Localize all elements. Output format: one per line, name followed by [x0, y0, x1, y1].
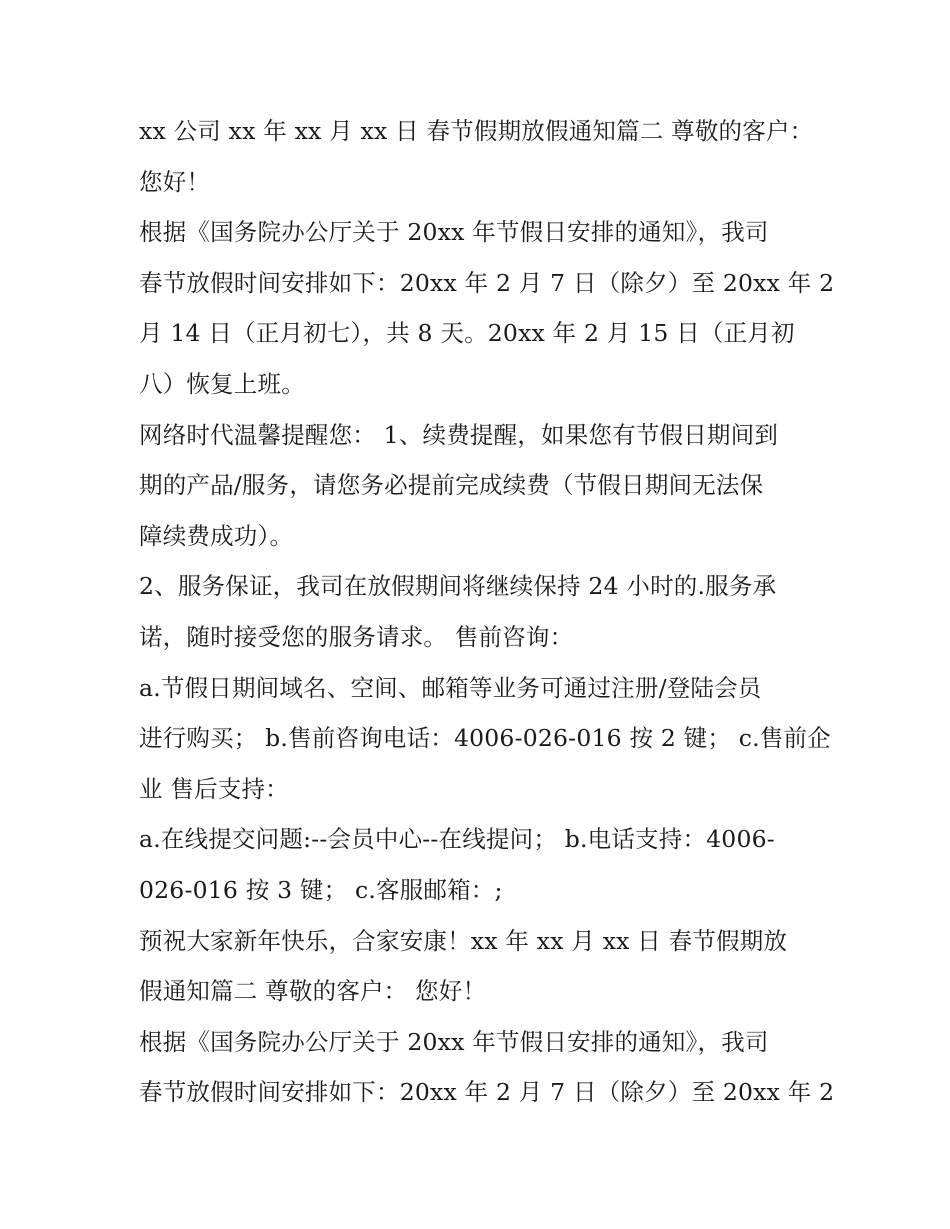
text-line: 预祝大家新年快乐，合家安康！xx 年 xx 月 xx 日 春节假期放 — [139, 926, 788, 955]
text-line: 根据《国务院办公厅关于 20xx 年节假日安排的通知》，我司 — [139, 1027, 769, 1056]
text-line: 假通知篇二 尊敬的客户： 您好！ — [139, 977, 487, 1006]
text-line: 春节放假时间安排如下：20xx 年 2 月 7 日（除夕）至 20xx 年 2 — [139, 268, 835, 297]
text-line: 026-016 按 3 键； c.客服邮箱：; — [139, 875, 503, 904]
text-line: 八）恢复上班。 — [139, 369, 305, 398]
text-line: 月 14 日（正月初七），共 8 天。20xx 年 2 月 15 日（正月初 — [139, 319, 795, 348]
text-line: 根据《国务院办公厅关于 20xx 年节假日安排的通知》，我司 — [139, 218, 769, 247]
text-line: xx 公司 xx 年 xx 月 xx 日 春节假期放假通知篇二 尊敬的客户： — [139, 117, 814, 145]
text-line: 网络时代温馨提醒您： 1、续费提醒，如果您有节假日期间到 — [139, 420, 779, 449]
text-line: 2、服务保证，我司在放假期间将继续保持 24 小时的.服务承 — [139, 572, 777, 601]
text-line: 业 售后支持： — [139, 774, 289, 803]
document-body — [139, 106, 835, 1118]
text-line: a.节假日期间域名、空间、邮箱等业务可通过注册/登陆会员 — [139, 673, 762, 702]
text-line: 诺，随时接受您的服务请求。 售前咨询： — [139, 622, 574, 651]
text-line: 进行购买； b.售前咨询电话：4006-026-016 按 2 键； c.售前企 — [139, 724, 831, 753]
text-line: 春节放假时间安排如下：20xx 年 2 月 7 日（除夕）至 20xx 年 2 — [139, 1078, 835, 1107]
text-line: 您好！ — [139, 167, 211, 196]
text-line: 期的产品/服务，请您务必提前完成续费（节假日期间无法保 — [139, 471, 764, 500]
text-line: a.在线提交问题:--会员中心--在线提问； b.电话支持：4006- — [139, 825, 775, 854]
text-line: 障续费成功）。 — [139, 521, 294, 550]
